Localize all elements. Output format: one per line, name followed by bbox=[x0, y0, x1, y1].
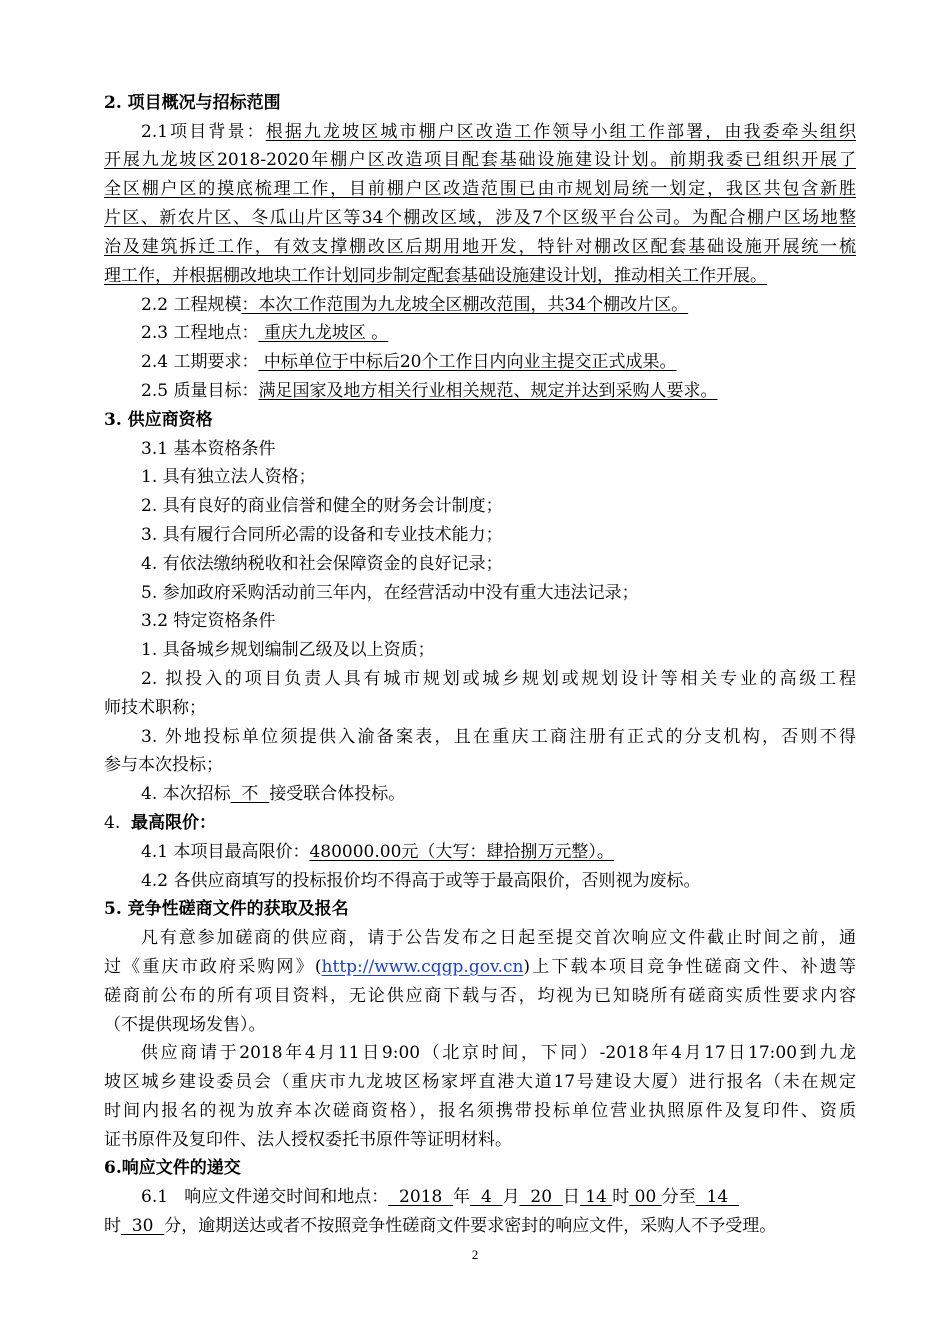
section-5-para-b-line-3: 时间内报名的视为放弃本次磋商资格），报名须携带投标单位营业执照原件及复印件、资质 bbox=[104, 1101, 856, 1121]
section-2-1-line-1: 2.1项目背景：根据九龙坡区城市棚户区改造工作领导小组工作部署，由我委牵头组织 bbox=[141, 122, 856, 142]
section-5-para-a-line-1: 凡有意参加磋商的供应商，请于公告发布之日起至提交首次响应文件截止时间之前，通 bbox=[141, 928, 856, 948]
section-5-para-a-line-4: （不提供现场发售）。 bbox=[104, 1015, 266, 1035]
section-5-para-a-line-2: 过《重庆市政府采购网》(http://www.cqgp.gov.cn)上下载本项目竞争性磋商文件、补遗等 bbox=[104, 957, 856, 977]
basic-requirement-1: 1. 具有独立法人资格； bbox=[141, 467, 316, 487]
section-2-2: 2.2 工程规模：本次工作范围为九龙坡全区棚改范围，共34个棚改片区。 bbox=[141, 295, 689, 315]
section-2-heading: 2. 项目概况与招标范围 bbox=[104, 93, 281, 113]
cqgp-link[interactable]: http://www.cqgp.gov.cn bbox=[321, 957, 524, 977]
specific-requirement-2-line-2: 师技术职称； bbox=[104, 698, 206, 718]
section-2-3: 2.3 工程地点： 重庆九龙坡区 。 bbox=[141, 323, 389, 343]
section-4-heading: 4. 最高限价： bbox=[104, 813, 217, 833]
basic-requirement-3: 3. 具有履行合同所必需的设备和专业技术能力； bbox=[141, 525, 503, 545]
section-5-para-b-line-1: 供应商请于2018年4月11日9:00（北京时间，下同）-2018年4月17日17:00到九龙 bbox=[141, 1043, 856, 1063]
section-2-1-line-6: 理工作，并根据棚改地块工作计划同步制定配套基础设施建设计划，推动相关工作开展。 bbox=[104, 266, 767, 286]
section-2-1-line-4: 片区、新农片区、冬瓜山片区等34个棚改区域，涉及7个区级平台公司。为配合棚户区场地整 bbox=[104, 208, 856, 228]
section-4-2: 4.2 各供应商填写的投标报价均不得高于或等于最高限价，否则视为废标。 bbox=[141, 871, 701, 891]
section-3-1-title: 3.1 基本资格条件 bbox=[141, 439, 276, 459]
section-2-5: 2.5 质量目标：满足国家及地方相关行业相关规范、规定并达到采购人要求。 bbox=[141, 381, 718, 401]
section-2-4: 2.4 工期要求： 中标单位于中标后20个工作日内向业主提交正式成果。 bbox=[141, 352, 677, 372]
basic-requirement-4: 4. 有依法缴纳税收和社会保障资金的良好记录； bbox=[141, 554, 503, 574]
section-5-para-b-line-2: 坡区城乡建设委员会（重庆市九龙坡区杨家坪直港大道17号建设大厦）进行报名（未在规定 bbox=[104, 1072, 856, 1092]
section-2-1-line-5: 治及建筑拆迁工作，有效支撑棚改区后期用地开发，特针对棚改区配套基础设施开展统一梳 bbox=[104, 237, 856, 257]
specific-requirement-4: 4. 本次招标 不 接受联合体投标。 bbox=[141, 784, 406, 804]
section-6-heading: 6.响应文件的递交 bbox=[104, 1158, 241, 1178]
specific-requirement-2-line-1: 2. 拟投入的项目负责人具有城市规划或城乡规划或规划设计等相关专业的高级工程 bbox=[141, 669, 856, 689]
section-2-1-line-3: 全区棚户区的摸底梳理工作，目前棚户区改造范围已由市规划局统一划定，我区共包含新胜 bbox=[104, 179, 856, 199]
basic-requirement-2: 2. 具有良好的商业信誉和健全的财务会计制度； bbox=[141, 496, 503, 516]
section-5-para-b-line-4: 证书原件及复印件、法人授权委托书原件等证明材料。 bbox=[104, 1130, 512, 1150]
section-5-para-a-line-3: 磋商前公布的所有项目资料，无论供应商下载与否，均视为已知晓所有磋商实质性要求内容 bbox=[104, 986, 856, 1006]
specific-requirement-3-line-1: 3. 外地投标单位须提供入渝备案表，且在重庆工商注册有正式的分支机构，否则不得 bbox=[141, 727, 856, 747]
section-6-1-line-2: 时 30 分，逾期送达或者不按照竞争性磋商文件要求密封的响应文件，采购人不予受理。 bbox=[104, 1216, 777, 1236]
page-number: 2 bbox=[471, 1247, 479, 1262]
section-4-1: 4.1 本项目最高限价：480000.00元（大写：肆拾捌万元整）。 bbox=[141, 842, 614, 862]
specific-requirement-3-line-2: 参与本次投标； bbox=[104, 755, 223, 775]
basic-requirement-5: 5. 参加政府采购活动前三年内，在经营活动中没有重大违法记录； bbox=[141, 583, 639, 603]
section-2-1-line-2: 开展九龙坡区2018-2020年棚户区改造项目配套基础设施建设计划。前期我委已组织开展了 bbox=[104, 150, 856, 170]
specific-requirement-1: 1. 具备城乡规划编制乙级及以上资质； bbox=[141, 640, 435, 660]
section-5-heading: 5. 竞争性磋商文件的获取及报名 bbox=[104, 899, 349, 919]
section-3-heading: 3. 供应商资格 bbox=[104, 410, 213, 430]
section-3-2-title: 3.2 特定资格条件 bbox=[141, 611, 276, 631]
section-6-1-line-1: 6.1 响应文件递交时间和地点： 2018 年 4 月 20 日 14 时 00 分至 14 bbox=[141, 1187, 739, 1207]
